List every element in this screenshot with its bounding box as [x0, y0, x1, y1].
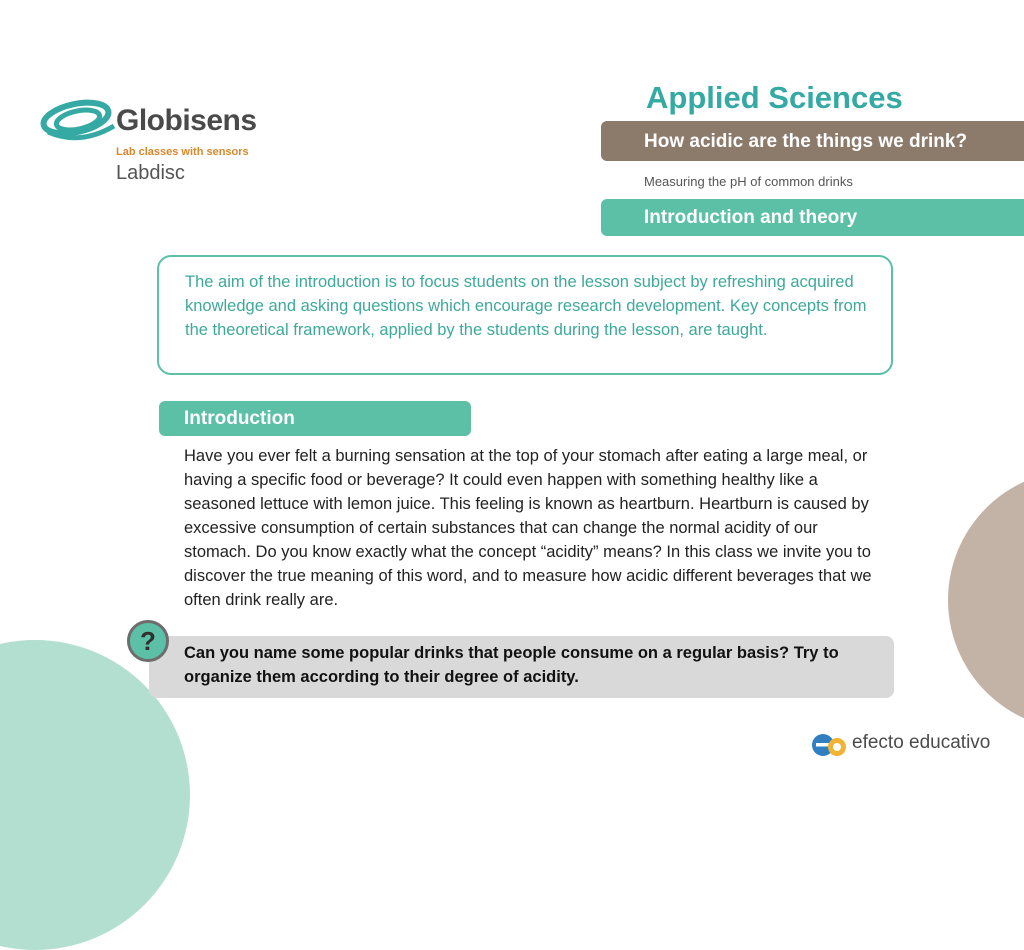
- logo-tagline: Lab classes with sensors: [116, 146, 249, 158]
- introduction-body: Have you ever felt a burning sensation at the top of your stomach after eating a large meal, or having a specific food or beverage? It could even happen with something healthy like a seasoned lettuce with lemon juice. This feeling is known as heartburn. Heartburn is caused by excessive consumption of certain substances that can change the normal acidity of our stomach. Do you know exactly what the concept “acidity” means? In this class we invite you to discover the true meaning of this word, and to measure how acidic different beverages that we often drink really are.: [184, 447, 872, 609]
- aim-box: [157, 255, 893, 375]
- lesson-subtitle: Measuring the pH of common drinks: [644, 174, 853, 189]
- question-mark-icon: ?: [127, 620, 169, 662]
- section-title: Introduction and theory: [644, 207, 858, 228]
- introduction-heading: Introduction: [184, 408, 295, 429]
- lesson-title: How acidic are the things we drink?: [644, 131, 968, 152]
- question-text: Can you name some popular drinks that people consume on a regular basis? Try to organize them according to their degree of acidity.: [184, 644, 839, 686]
- ea-logo-icon: [810, 728, 848, 758]
- globe-orbit-icon: [40, 86, 120, 156]
- question-box: [149, 636, 894, 698]
- decorative-taupe-circle: [948, 470, 1024, 730]
- lesson-title-bar: [601, 121, 1024, 161]
- logo-wordmark: Globisens: [116, 104, 257, 137]
- applied-sciences-title: Applied Sciences: [646, 80, 903, 115]
- footer-brand-text: efecto educativo: [852, 732, 991, 753]
- globisens-logo: [40, 80, 290, 190]
- aim-text: The aim of the introduction is to focus students on the lesson subject by refreshing acquired knowledge and asking questions which encourage research development. Key concepts from the theoretical framework, applied by the students during the lesson, are taught.: [185, 273, 867, 339]
- introduction-heading-bar: [159, 401, 471, 436]
- logo-product-name: Labdisc: [116, 162, 185, 184]
- section-title-bar: [601, 199, 1024, 236]
- efecto-educativo-logo: [810, 728, 1010, 758]
